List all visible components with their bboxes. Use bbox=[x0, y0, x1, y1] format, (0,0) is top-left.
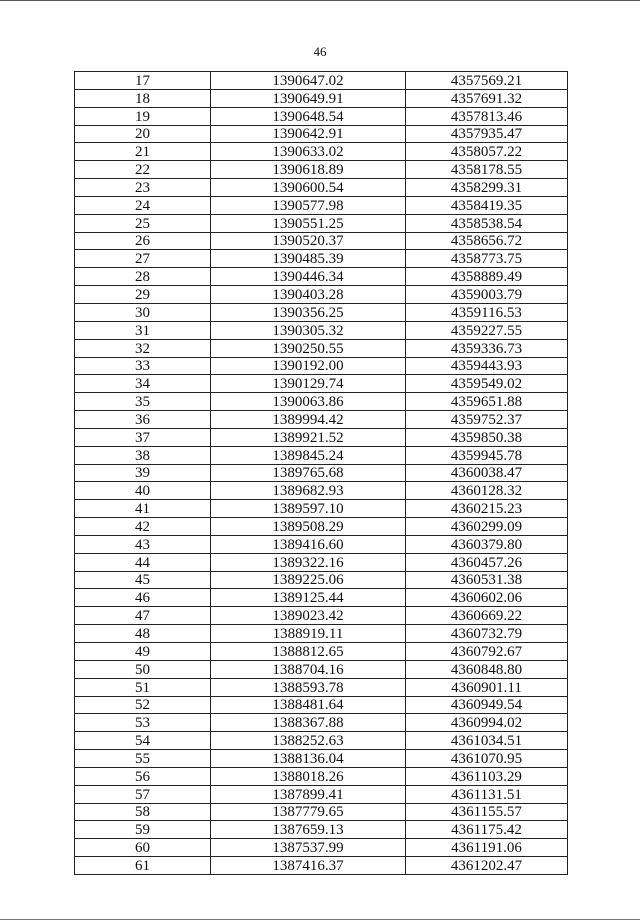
table-row bbox=[75, 411, 568, 429]
table-row bbox=[75, 732, 568, 750]
x-coordinate-cell: 1388136.04 bbox=[211, 750, 406, 768]
table-row bbox=[75, 589, 568, 607]
y-coordinate-cell: 4359336.73 bbox=[406, 339, 568, 357]
y-coordinate-cell: 4358057.22 bbox=[406, 143, 568, 161]
table-row bbox=[75, 161, 568, 179]
point-number-cell: 52 bbox=[75, 696, 211, 714]
table-row bbox=[75, 785, 568, 803]
y-coordinate-cell: 4359116.53 bbox=[406, 303, 568, 321]
point-number-cell: 58 bbox=[75, 803, 211, 821]
table-row bbox=[75, 286, 568, 304]
point-number-cell: 38 bbox=[75, 446, 211, 464]
y-coordinate-cell: 4359651.88 bbox=[406, 393, 568, 411]
point-number-cell: 20 bbox=[75, 125, 211, 143]
point-number-cell: 25 bbox=[75, 214, 211, 232]
table-row bbox=[75, 553, 568, 571]
x-coordinate-cell: 1390129.74 bbox=[211, 375, 406, 393]
table-row bbox=[75, 321, 568, 339]
table-row bbox=[75, 250, 568, 268]
table-row bbox=[75, 268, 568, 286]
x-coordinate-cell: 1389023.42 bbox=[211, 607, 406, 625]
y-coordinate-cell: 4357691.32 bbox=[406, 89, 568, 107]
point-number-cell: 44 bbox=[75, 553, 211, 571]
point-number-cell: 59 bbox=[75, 821, 211, 839]
y-coordinate-cell: 4358656.72 bbox=[406, 232, 568, 250]
x-coordinate-cell: 1389125.44 bbox=[211, 589, 406, 607]
point-number-cell: 46 bbox=[75, 589, 211, 607]
x-coordinate-cell: 1390649.91 bbox=[211, 89, 406, 107]
x-coordinate-cell: 1390618.89 bbox=[211, 161, 406, 179]
table-row bbox=[75, 89, 568, 107]
table-row bbox=[75, 482, 568, 500]
point-number-cell: 57 bbox=[75, 785, 211, 803]
x-coordinate-cell: 1389845.24 bbox=[211, 446, 406, 464]
y-coordinate-cell: 4360994.02 bbox=[406, 714, 568, 732]
page-top-edge bbox=[0, 0, 640, 1]
x-coordinate-cell: 1388704.16 bbox=[211, 660, 406, 678]
y-coordinate-cell: 4361070.95 bbox=[406, 750, 568, 768]
x-coordinate-cell: 1388812.65 bbox=[211, 643, 406, 661]
table-row bbox=[75, 232, 568, 250]
page-number: 46 bbox=[313, 44, 327, 59]
point-number-cell: 22 bbox=[75, 161, 211, 179]
x-coordinate-cell: 1390356.25 bbox=[211, 303, 406, 321]
x-coordinate-cell: 1388593.78 bbox=[211, 678, 406, 696]
table-row bbox=[75, 857, 568, 875]
x-coordinate-cell: 1390192.00 bbox=[211, 357, 406, 375]
y-coordinate-cell: 4359003.79 bbox=[406, 286, 568, 304]
x-coordinate-cell: 1387899.41 bbox=[211, 785, 406, 803]
x-coordinate-cell: 1390577.98 bbox=[211, 196, 406, 214]
x-coordinate-cell: 1387537.99 bbox=[211, 839, 406, 857]
point-number-cell: 32 bbox=[75, 339, 211, 357]
point-number-cell: 51 bbox=[75, 678, 211, 696]
point-number-cell: 19 bbox=[75, 107, 211, 125]
y-coordinate-cell: 4359850.38 bbox=[406, 428, 568, 446]
point-number-cell: 50 bbox=[75, 660, 211, 678]
point-number-cell: 18 bbox=[75, 89, 211, 107]
y-coordinate-cell: 4360531.38 bbox=[406, 571, 568, 589]
y-coordinate-cell: 4360949.54 bbox=[406, 696, 568, 714]
x-coordinate-cell: 1390305.32 bbox=[211, 321, 406, 339]
y-coordinate-cell: 4361131.51 bbox=[406, 785, 568, 803]
x-coordinate-cell: 1389322.16 bbox=[211, 553, 406, 571]
y-coordinate-cell: 4359443.93 bbox=[406, 357, 568, 375]
x-coordinate-cell: 1390648.54 bbox=[211, 107, 406, 125]
y-coordinate-cell: 4359752.37 bbox=[406, 411, 568, 429]
x-coordinate-cell: 1388018.26 bbox=[211, 767, 406, 785]
x-coordinate-cell: 1389597.10 bbox=[211, 500, 406, 518]
y-coordinate-cell: 4360038.47 bbox=[406, 464, 568, 482]
table-row bbox=[75, 535, 568, 553]
table-row bbox=[75, 446, 568, 464]
point-number-cell: 34 bbox=[75, 375, 211, 393]
point-number-cell: 28 bbox=[75, 268, 211, 286]
point-number-cell: 31 bbox=[75, 321, 211, 339]
y-coordinate-cell: 4361191.06 bbox=[406, 839, 568, 857]
x-coordinate-cell: 1390642.91 bbox=[211, 125, 406, 143]
y-coordinate-cell: 4361155.57 bbox=[406, 803, 568, 821]
x-coordinate-cell: 1387779.65 bbox=[211, 803, 406, 821]
y-coordinate-cell: 4358538.54 bbox=[406, 214, 568, 232]
point-number-cell: 41 bbox=[75, 500, 211, 518]
table-row bbox=[75, 767, 568, 785]
x-coordinate-cell: 1389416.60 bbox=[211, 535, 406, 553]
point-number-cell: 29 bbox=[75, 286, 211, 304]
table-row bbox=[75, 821, 568, 839]
x-coordinate-cell: 1388481.64 bbox=[211, 696, 406, 714]
y-coordinate-cell: 4360732.79 bbox=[406, 625, 568, 643]
point-number-cell: 37 bbox=[75, 428, 211, 446]
x-coordinate-cell: 1390600.54 bbox=[211, 179, 406, 197]
table-row bbox=[75, 339, 568, 357]
coordinates-table-body bbox=[75, 72, 568, 875]
y-coordinate-cell: 4358889.49 bbox=[406, 268, 568, 286]
y-coordinate-cell: 4360848.80 bbox=[406, 660, 568, 678]
table-row bbox=[75, 660, 568, 678]
x-coordinate-cell: 1389994.42 bbox=[211, 411, 406, 429]
table-row bbox=[75, 696, 568, 714]
table-row bbox=[75, 375, 568, 393]
x-coordinate-cell: 1389508.29 bbox=[211, 518, 406, 536]
point-number-cell: 56 bbox=[75, 767, 211, 785]
table-row bbox=[75, 214, 568, 232]
x-coordinate-cell: 1390446.34 bbox=[211, 268, 406, 286]
x-coordinate-cell: 1387416.37 bbox=[211, 857, 406, 875]
x-coordinate-cell: 1389682.93 bbox=[211, 482, 406, 500]
point-number-cell: 26 bbox=[75, 232, 211, 250]
y-coordinate-cell: 4360299.09 bbox=[406, 518, 568, 536]
y-coordinate-cell: 4358299.31 bbox=[406, 179, 568, 197]
y-coordinate-cell: 4360379.80 bbox=[406, 535, 568, 553]
table-row bbox=[75, 750, 568, 768]
y-coordinate-cell: 4357935.47 bbox=[406, 125, 568, 143]
point-number-cell: 39 bbox=[75, 464, 211, 482]
table-row bbox=[75, 196, 568, 214]
table-row bbox=[75, 714, 568, 732]
y-coordinate-cell: 4361034.51 bbox=[406, 732, 568, 750]
y-coordinate-cell: 4359549.02 bbox=[406, 375, 568, 393]
table-row bbox=[75, 428, 568, 446]
y-coordinate-cell: 4360457.26 bbox=[406, 553, 568, 571]
x-coordinate-cell: 1390403.28 bbox=[211, 286, 406, 304]
point-number-cell: 43 bbox=[75, 535, 211, 553]
table-row bbox=[75, 125, 568, 143]
y-coordinate-cell: 4358419.35 bbox=[406, 196, 568, 214]
point-number-cell: 55 bbox=[75, 750, 211, 768]
point-number-cell: 45 bbox=[75, 571, 211, 589]
x-coordinate-cell: 1387659.13 bbox=[211, 821, 406, 839]
x-coordinate-cell: 1389225.06 bbox=[211, 571, 406, 589]
y-coordinate-cell: 4357569.21 bbox=[406, 72, 568, 90]
table-row bbox=[75, 464, 568, 482]
y-coordinate-cell: 4360215.23 bbox=[406, 500, 568, 518]
x-coordinate-cell: 1390633.02 bbox=[211, 143, 406, 161]
x-coordinate-cell: 1390250.55 bbox=[211, 339, 406, 357]
coordinates-table bbox=[74, 71, 568, 875]
y-coordinate-cell: 4359227.55 bbox=[406, 321, 568, 339]
table-row bbox=[75, 839, 568, 857]
table-row bbox=[75, 357, 568, 375]
table-row bbox=[75, 803, 568, 821]
y-coordinate-cell: 4360602.06 bbox=[406, 589, 568, 607]
x-coordinate-cell: 1390551.25 bbox=[211, 214, 406, 232]
x-coordinate-cell: 1389765.68 bbox=[211, 464, 406, 482]
table-row bbox=[75, 643, 568, 661]
x-coordinate-cell: 1390063.86 bbox=[211, 393, 406, 411]
table-row bbox=[75, 303, 568, 321]
point-number-cell: 30 bbox=[75, 303, 211, 321]
point-number-cell: 42 bbox=[75, 518, 211, 536]
y-coordinate-cell: 4358773.75 bbox=[406, 250, 568, 268]
point-number-cell: 48 bbox=[75, 625, 211, 643]
table-row bbox=[75, 72, 568, 90]
table-row bbox=[75, 518, 568, 536]
x-coordinate-cell: 1390485.39 bbox=[211, 250, 406, 268]
x-coordinate-cell: 1388919.11 bbox=[211, 625, 406, 643]
point-number-cell: 17 bbox=[75, 72, 211, 90]
point-number-cell: 40 bbox=[75, 482, 211, 500]
x-coordinate-cell: 1390647.02 bbox=[211, 72, 406, 90]
table-row bbox=[75, 571, 568, 589]
table-row bbox=[75, 500, 568, 518]
point-number-cell: 47 bbox=[75, 607, 211, 625]
y-coordinate-cell: 4361202.47 bbox=[406, 857, 568, 875]
point-number-cell: 61 bbox=[75, 857, 211, 875]
y-coordinate-cell: 4361175.42 bbox=[406, 821, 568, 839]
table-row bbox=[75, 678, 568, 696]
y-coordinate-cell: 4360128.32 bbox=[406, 482, 568, 500]
point-number-cell: 54 bbox=[75, 732, 211, 750]
point-number-cell: 35 bbox=[75, 393, 211, 411]
table-row bbox=[75, 625, 568, 643]
y-coordinate-cell: 4358178.55 bbox=[406, 161, 568, 179]
point-number-cell: 24 bbox=[75, 196, 211, 214]
point-number-cell: 49 bbox=[75, 643, 211, 661]
table-row bbox=[75, 607, 568, 625]
point-number-cell: 60 bbox=[75, 839, 211, 857]
point-number-cell: 23 bbox=[75, 179, 211, 197]
y-coordinate-cell: 4361103.29 bbox=[406, 767, 568, 785]
table-row bbox=[75, 143, 568, 161]
point-number-cell: 21 bbox=[75, 143, 211, 161]
y-coordinate-cell: 4360669.22 bbox=[406, 607, 568, 625]
x-coordinate-cell: 1389921.52 bbox=[211, 428, 406, 446]
y-coordinate-cell: 4359945.78 bbox=[406, 446, 568, 464]
x-coordinate-cell: 1390520.37 bbox=[211, 232, 406, 250]
y-coordinate-cell: 4357813.46 bbox=[406, 107, 568, 125]
page-bottom-edge bbox=[0, 919, 640, 920]
point-number-cell: 36 bbox=[75, 411, 211, 429]
table-row bbox=[75, 107, 568, 125]
table-row bbox=[75, 393, 568, 411]
y-coordinate-cell: 4360901.11 bbox=[406, 678, 568, 696]
point-number-cell: 53 bbox=[75, 714, 211, 732]
x-coordinate-cell: 1388367.88 bbox=[211, 714, 406, 732]
x-coordinate-cell: 1388252.63 bbox=[211, 732, 406, 750]
point-number-cell: 33 bbox=[75, 357, 211, 375]
table-row bbox=[75, 179, 568, 197]
point-number-cell: 27 bbox=[75, 250, 211, 268]
y-coordinate-cell: 4360792.67 bbox=[406, 643, 568, 661]
